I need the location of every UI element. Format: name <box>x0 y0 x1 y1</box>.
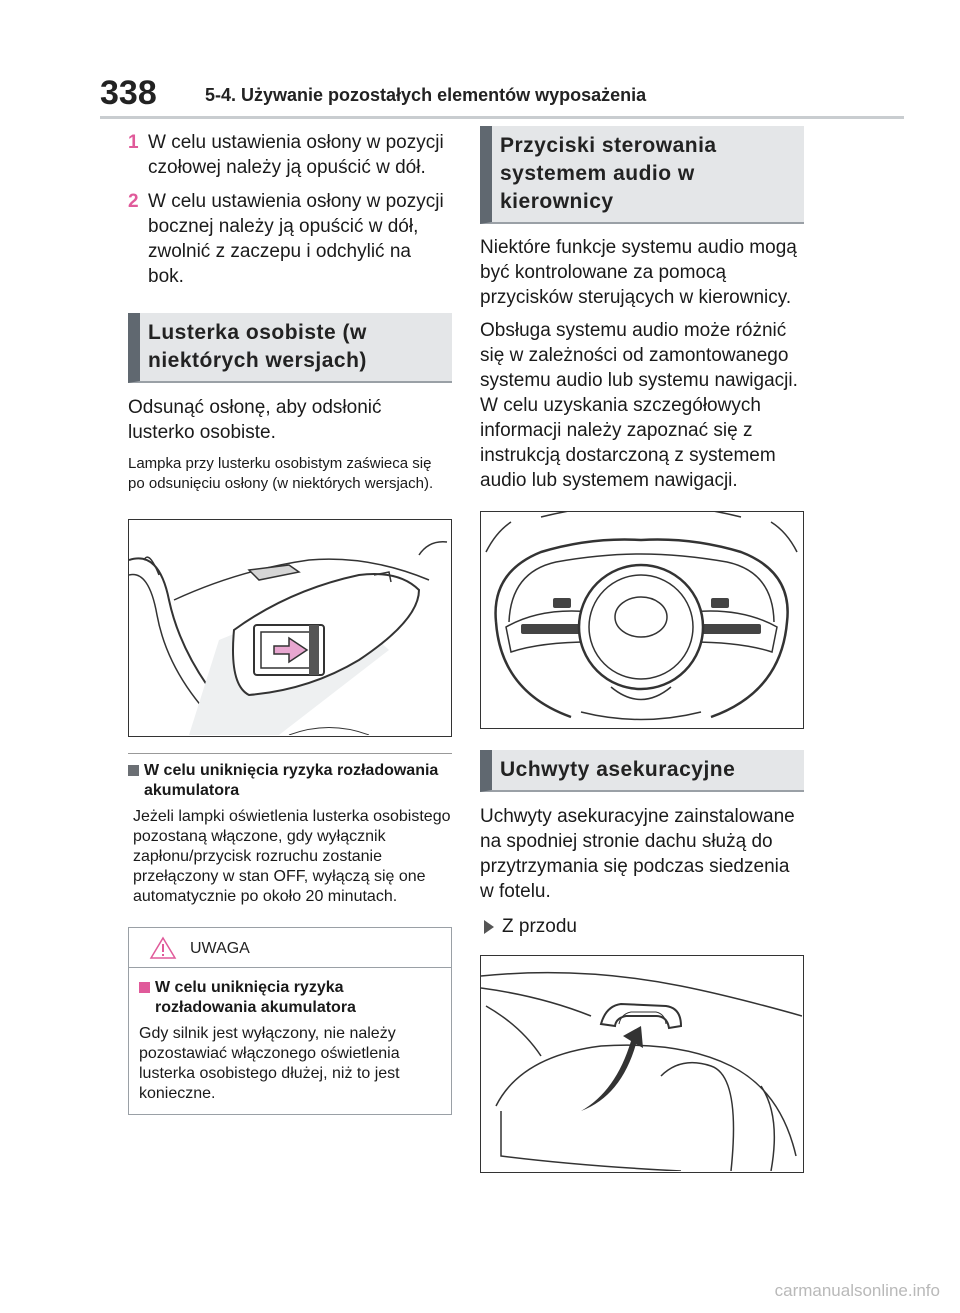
warning-label: UWAGA <box>190 940 250 957</box>
warning-subheading-text: W celu uniknięcia ryzyka rozładowania akumulatora <box>155 979 356 1016</box>
audio-text-1: Niektóre funkcje systemu audio mogą być kontrolowane za pomocą przycisków sterujących w kierownicy. <box>480 237 797 308</box>
divider <box>128 753 452 754</box>
mirror-heading: Lusterka osobiste (w niektórych wersjach) <box>128 313 452 383</box>
mirror-note: Lampka przy lusterku osobistym zaświeca się po odsunięciu osłony (w niektórych wersjach). <box>128 455 434 492</box>
warning-text: Gdy silnik jest wyłączony, nie należy pozostawiać włączonego oświetlenia lusterka osobistego dłużej, niż to jest konieczne. <box>139 1025 400 1102</box>
sun-visor-drawing <box>129 520 450 735</box>
steering-wheel-illustration <box>480 511 804 729</box>
audio-heading: Przyciski sterowania systemem audio w kierownicy <box>480 126 804 224</box>
front-label <box>480 914 804 939</box>
warning-triangle-icon <box>149 936 177 965</box>
battery-text: Jeżeli lampki oświetlenia lusterka osobistego pozostaną włączone, gdy wyłącznik zapłonu/przycisk rozruchu zostanie przełączony w stan OFF, wyłączą się one automatycznie po około 20 minutach. <box>133 808 451 905</box>
step-number: 1 <box>128 132 139 153</box>
step-number: 2 <box>128 191 139 212</box>
step-text: W celu ustawienia osłony w pozycji bocznej należy ją opuścić w dół, zwolnić z zaczepu i odchylić na bok. <box>148 191 444 287</box>
assist-grip-illustration <box>480 955 804 1173</box>
watermark: carmanualsonline.info <box>774 1281 940 1300</box>
step-1 <box>128 130 452 180</box>
handles-heading: Uchwyty asekuracyjne <box>480 750 804 792</box>
vanity-mirror-illustration <box>128 519 452 737</box>
front-label-text: Z przodu <box>502 916 577 937</box>
warning-body <box>129 968 451 1114</box>
handles-text: Uchwyty asekuracyjne zainstalowane na spodniej stronie dachu służą do przytrzymania się podczas siedzenia w fotelu. <box>480 806 795 902</box>
mirror-text: Odsunąć osłonę, aby odsłonić lusterko osobiste. <box>128 397 382 443</box>
page-header <box>0 0 960 120</box>
warning-subheading <box>139 978 443 1018</box>
warning-header <box>129 928 451 968</box>
steering-wheel-drawing <box>481 512 802 727</box>
bullet-square <box>139 982 150 993</box>
left-column <box>128 126 452 1115</box>
right-column <box>480 126 804 1173</box>
battery-heading-text: W celu uniknięcia ryzyka rozładowania akumulatora <box>144 762 439 799</box>
section-title: 5-4. Używanie pozostałych elementów wyposażenia <box>205 85 647 105</box>
step-text: W celu ustawienia osłony w pozycji czołowej należy ją opuścić w dół. <box>148 132 444 178</box>
assist-grip-drawing <box>481 956 802 1171</box>
triangle-bullet-icon <box>484 920 494 934</box>
battery-subheading <box>128 761 452 801</box>
warning-box <box>128 927 452 1115</box>
step-2 <box>128 189 452 289</box>
header-divider <box>100 116 904 119</box>
page-number: 338 <box>100 74 157 112</box>
audio-text-2: Obsługa systemu audio może różnić się w zależności od zamontowanego systemu audio lub systemu nawigacji. W celu uzyskania szczegółowych informacji należy zapoznać się z instrukcją dostarczoną z systemem audio lub systemem nawigacji. <box>480 320 798 491</box>
bullet-square <box>128 765 139 776</box>
